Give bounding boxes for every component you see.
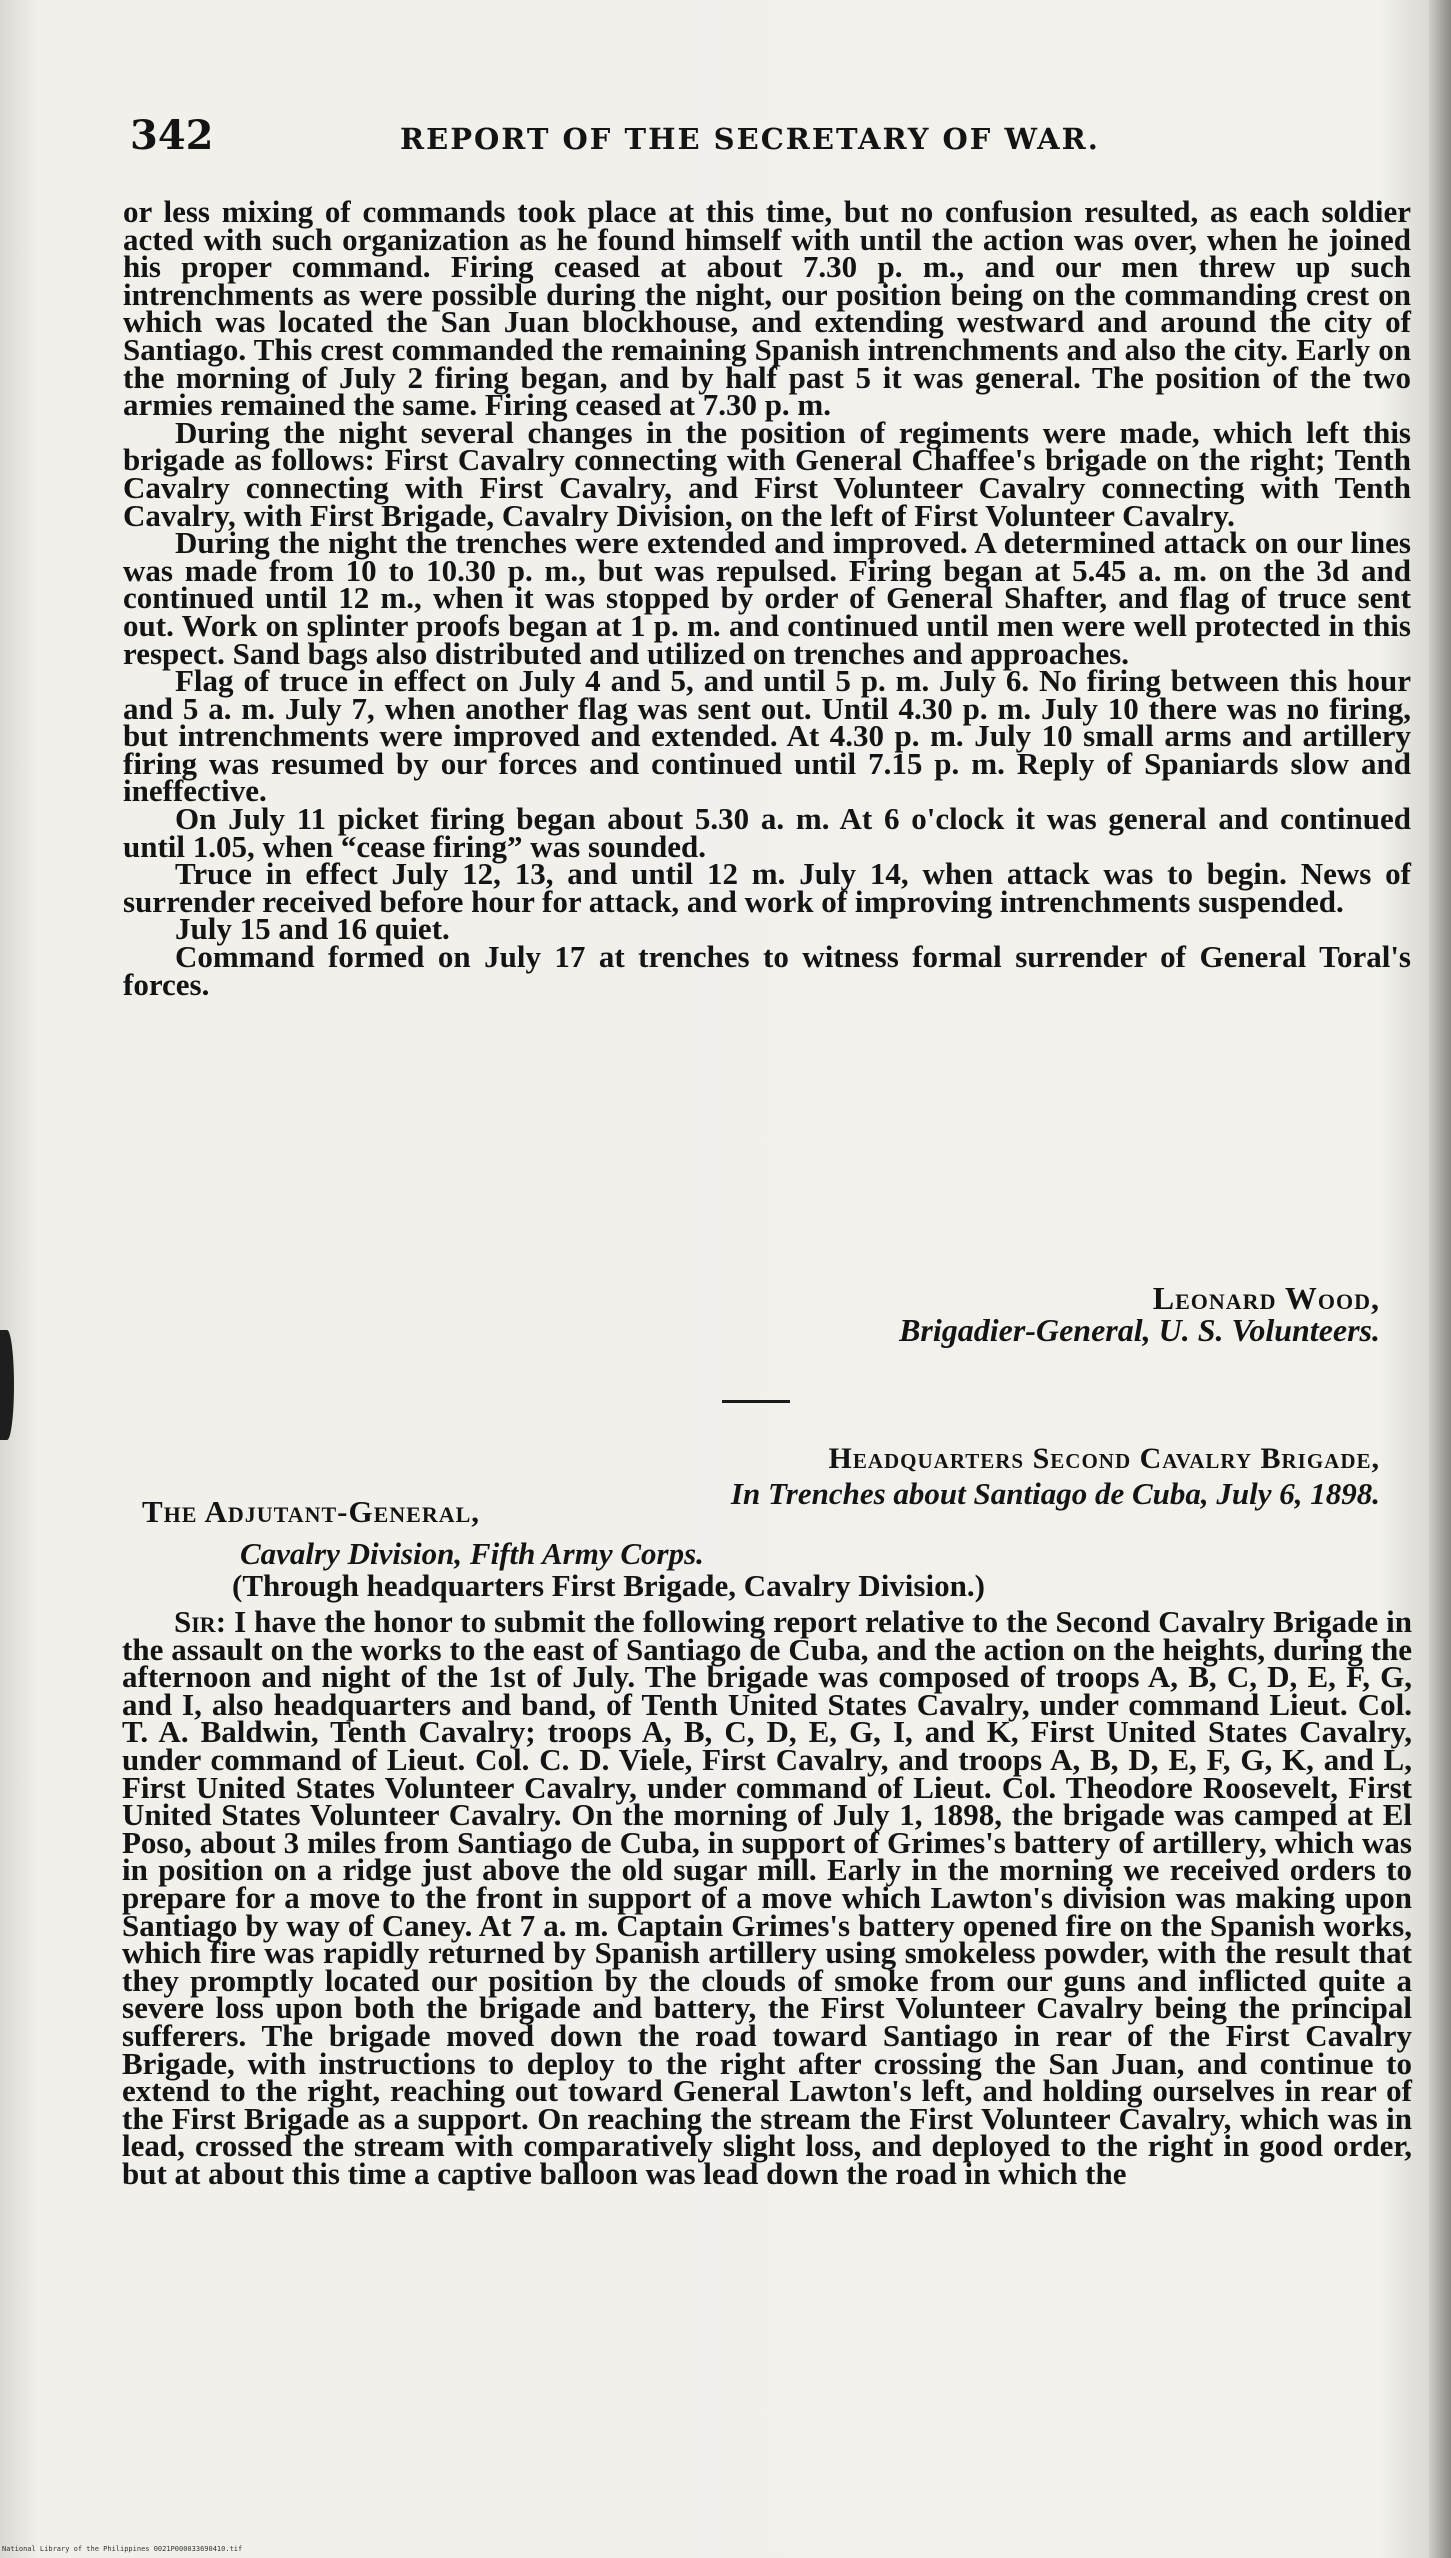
signature-title: Brigadier-General, U. S. Volunteers. [899,1312,1380,1348]
paragraph: Truce in effect July 12, 13, and until 12 m. July 14, when attack was to begin. News of surrender received before hour for attack, and work of improving intrenchments suspended. [123,856,1411,919]
paragraph: Command formed on July 17 at trenches to witness formal surrender of General Toral's forces. [123,939,1411,1002]
salutation: Sir: [174,1604,227,1639]
paragraph [122,1604,1413,2191]
page-edge-shadow [1429,0,1451,2558]
report-second-brigade-body [122,1604,1413,2191]
paragraph: or less mixing of commands took place at this time, but no confusion resulted, as each soldier acted with such organization as he found himself with until the action was over, when he joined his proper command. Firing ceased at about 7.30 p. m., and our men threw up such intrenchments as were possible during the night, our position being on the commanding crest on which was located the San Juan blockhouse, and extending westward and around the city of Santiago. This crest commanded the remaining Spanish intrenchments and also the city. Early on the morning of July 2 firing began, and by half past 5 it was general. The position of the two armies remained the same. Firing ceased at 7.30 p. m. [123,194,1411,423]
scan-footer: National Library of the Philippines 0021P000033690410.tif [2,2545,243,2553]
paragraph: July 15 and 16 quiet. [175,911,450,947]
binding-mark [0,1330,14,1440]
running-head: REPORT OF THE SECRETARY OF WAR. [400,122,1100,156]
report-dateline: In Trenches about Santiago de Cuba, July 6, 1898. [730,1476,1380,1511]
paragraph: During the night the trenches were extended and improved. A determined attack on our lines was made from 10 to 10.30 p. m., but was repulsed. Firing began at 5.45 a. m. on the 3d and continued until 12 m., when it was stopped by order of General Shafter, and flag of truce sent out. Work on splinter proofs began at 1 p. m. and continued until men were well protected in this respect. Sand bags also distributed and utilized on trenches and approaches. [123,525,1411,671]
addressee-routing: (Through headquarters First Brigade, Cavalry Division.) [232,1568,985,1603]
paragraph: During the night several changes in the position of regiments were made, which left this brigade as follows: First Cavalry connecting with General Chaffee's brigade on the right; Tenth Cavalry connecting with First Cavalry, and First Volunteer Cavalry connecting with Tenth Cavalry, with First Brigade, Cavalry Division, on the left of First Volunteer Cavalry. [123,414,1411,533]
addressee-unit: Cavalry Division, Fifth Army Corps. [240,1536,704,1571]
page-number: 342 [130,112,214,159]
paragraph: Flag of truce in effect on July 4 and 5, and until 5 p. m. July 6. No firing between this hour and 5 a. m. July 7, when another flag was sent out. Until 4.30 p. m. July 10 there was no firing, but intrenchments were improved and extended. At 4.30 p. m. July 10 small arms and artillery firing was resumed by our forces and continued until 7.15 p. m. Reply of Spaniards slow and ineffective. [123,663,1411,809]
page-header [130,112,1390,172]
signature-name: Leonard Wood, [1152,1280,1380,1316]
addressee: The Adjutant-General, [142,1494,481,1529]
report-heading: Headquarters Second Cavalry Brigade, [828,1442,1380,1475]
report-wood-body [123,194,1411,1002]
section-divider [722,1400,790,1403]
paragraph: On July 11 picket firing began about 5.30 a. m. At 6 o'clock it was general and continued until 1.05, when “cease firing” was sounded. [123,801,1411,864]
report-body: I have the honor to submit the following report relative to the Second Cavalry Brigade in the assault on the works to the east of Santiago de Cuba, and the action on the heights, during the afternoon and night of the 1st of July. The brigade was composed of troops A, B, C, D, E, F, G, and I, also headquarters and band, of Tenth United States Cavalry, under command Lieut. Col. T. A. Baldwin, Tenth Cavalry; troops A, B, C, D, E, G, I, and K, First United States Cavalry, under command of Lieut. Col. C. D. Viele, First Cavalry, and troops A, B, D, E, F, G, K, and L, First United States Volunteer Cavalry, under command of Lieut. Col. Theodore Roosevelt, First United States Volunteer Cavalry. On the morning of July 1, 1898, the brigade was camped at El Poso, about 3 miles from Santiago de Cuba, in support of Grimes's battery of artillery, which was in position on a ridge just above the old sugar mill. Early in the morning we received orders to prepare for a move to the front in support of a move which Lawton's division was making upon Santiago by way of Caney. At 7 a. m. Captain Grimes's battery opened fire on the Spanish works, which fire was rapidly returned by Spanish artillery using smokeless powder, with the result that they promptly located our position by the clouds of smoke from our guns and inflicted quite a severe loss upon both the brigade and battery, the First Volunteer Cavalry being the principal sufferers. The brigade moved down the road toward Santiago in rear of the First Cavalry Brigade, with instructions to deploy to the right after crossing the San Juan, and continue to extend to the right, reaching out toward General Lawton's left, and holding ourselves in rear of the First Brigade as a support. On reaching the stream the First Volunteer Cavalry, which was in lead, crossed the stream with comparatively slight loss, and deployed to the right in good order, but at about this time a captive balloon was lead down the road in which the [122,1604,1413,2191]
